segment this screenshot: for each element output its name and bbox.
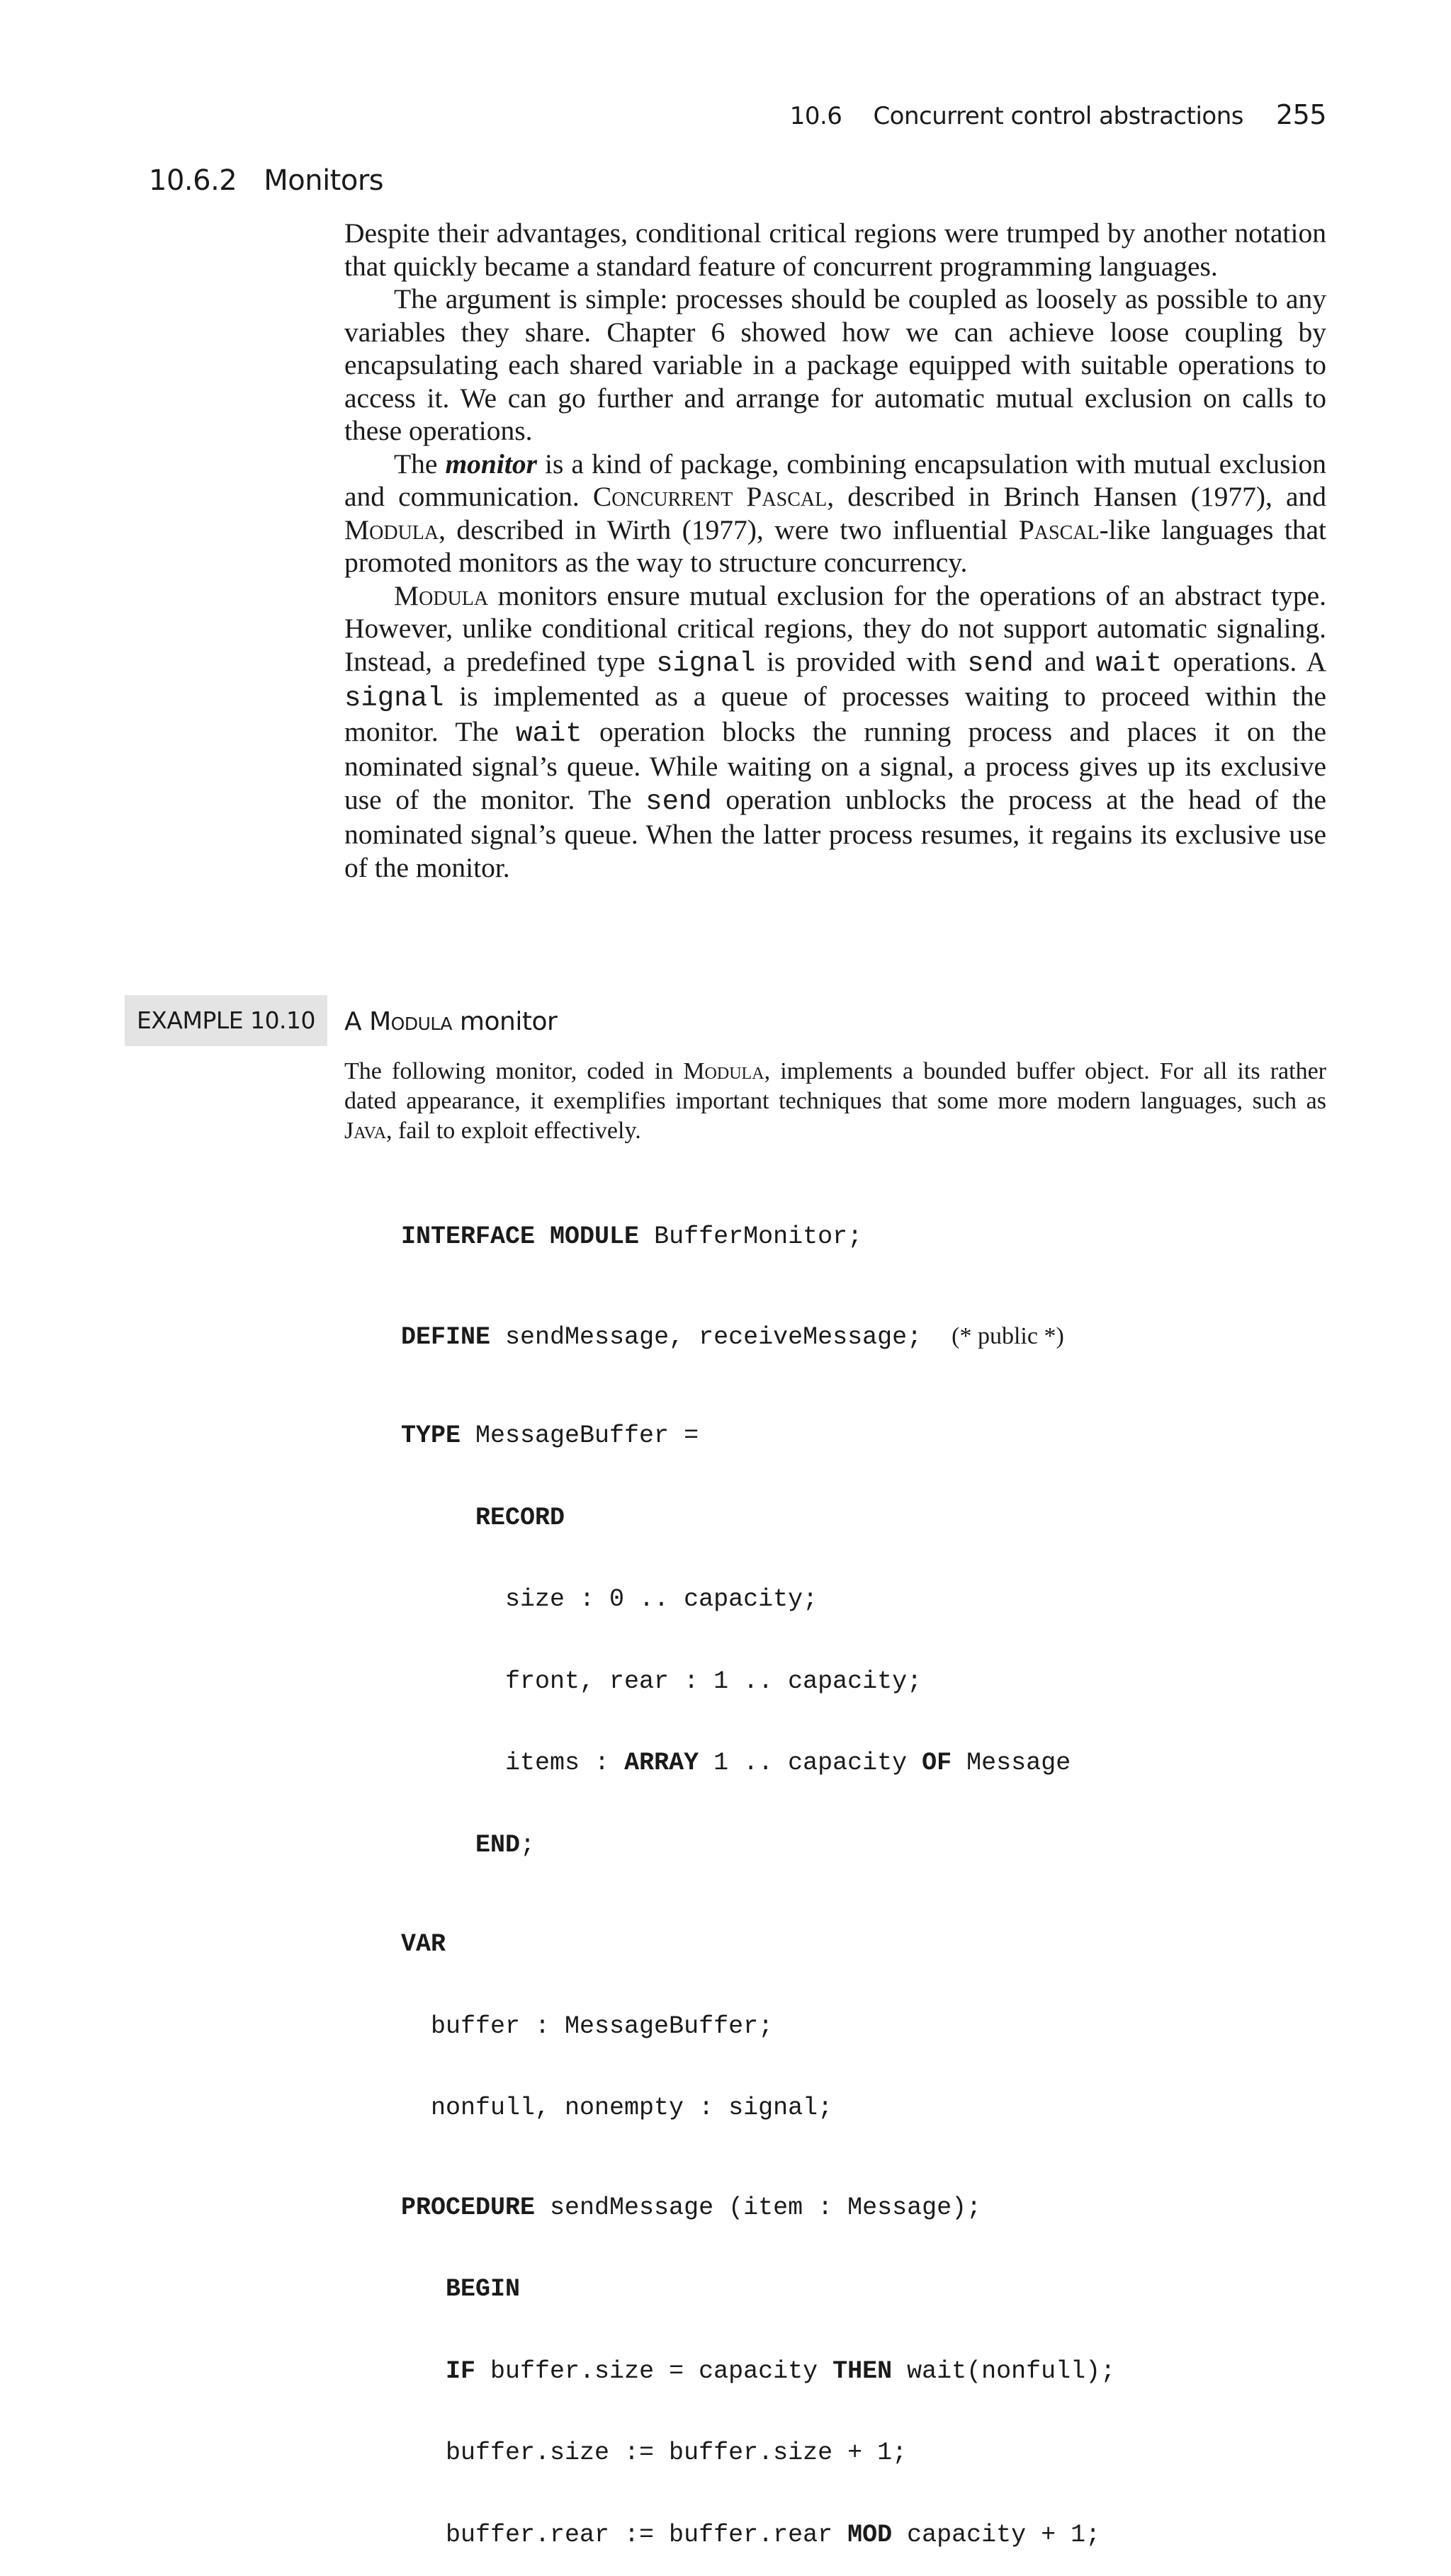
code-listing — [401, 1169, 1115, 2576]
paragraph-3: The monitor is a kind of package, combining encapsulation with mutual exclusion and communication. Concurrent Pascal, described in Brinch Hansen (1977), and Modula, described in Wirth (1977), were two influential Pascal-like languages that promoted monitors as the way to structure concurrency. — [344, 448, 1326, 578]
code-line: BEGIN — [446, 2275, 521, 2303]
body-text — [344, 217, 1326, 884]
language-name: Concurrent Pascal — [592, 481, 828, 512]
example-label: EXAMPLE 10.10 — [125, 995, 327, 1046]
running-head-section-number: 10.6 — [789, 102, 842, 130]
code-line: size : 0 .. capacity; — [401, 1585, 818, 1613]
language-name: Modula — [683, 1058, 764, 1084]
code-line: VAR — [401, 1930, 446, 1958]
code-line: PROCEDURE sendMessage (item : Message); — [401, 2193, 982, 2222]
inline-code: wait — [516, 717, 582, 749]
code-comment: (* public *) — [952, 1322, 1064, 1349]
inline-code: signal — [656, 647, 756, 679]
example-description: The following monitor, coded in Modula, implements a bounded buffer object. For all its rather dated appearance, it exemplifies important techniques that some more modern languages, such as Java, fail to exploit effectively. — [344, 1058, 1326, 1144]
code-line: DEFINE sendMessage, receiveMessage; (* public *) — [401, 1322, 1064, 1351]
code-line: front, rear : 1 .. capacity; — [401, 1667, 922, 1696]
paragraph-1: Despite their advantages, conditional critical regions were trumped by another notation that quickly became a standard feature of concurrent programming languages. — [344, 217, 1326, 282]
section-number: 10.6.2 — [149, 164, 237, 197]
inline-code: send — [967, 647, 1034, 679]
language-name: Modula — [344, 514, 439, 545]
code-line: nonfull, nonempty : signal; — [401, 2094, 833, 2122]
code-line: RECORD — [475, 1503, 565, 1532]
page-number: 255 — [1275, 99, 1326, 130]
paragraph-2: The argument is simple: processes should be coupled as loosely as possible to any variables they share. Chapter 6 showed how we can achieve loose coupling by encapsulating each shared variable in a package equipped with suitable operations to access it. We can go further and arrange for automatic mutual exclusion on calls to these operations. — [344, 283, 1326, 446]
language-name: Modula — [369, 1007, 452, 1036]
code-line: buffer.size := buffer.size + 1; — [401, 2439, 908, 2467]
running-head-section-title: Concurrent control abstractions — [873, 102, 1243, 130]
code-line: buffer.rear := buffer.rear MOD capacity + 1; — [401, 2520, 1101, 2549]
code-line: INTERFACE MODULE BufferMonitor; — [401, 1222, 863, 1251]
code-line: END; — [475, 1830, 536, 1859]
running-head — [790, 99, 1326, 130]
code-line: IF buffer.size = capacity THEN wait(nonfull); — [446, 2356, 1116, 2385]
section-heading — [149, 164, 383, 197]
paragraph-4: Modula monitors ensure mutual exclusion for the operations of an abstract type. However, unlike conditional critical regions, they do not support automatic signaling. Instead, a predefined type signal is provided with send and wait operations. A signal is implemented as a queue of processes waiting to proceed within the monitor. The wait operation blocks the running process and places it on the nominated signal’s queue. While waiting on a signal, a process gives up its exclusive use of the monitor. The send operation unblocks the process at the head of the nominated signal’s queue. When the latter process resumes, it regains its exclusive use of the monitor. — [344, 579, 1326, 883]
code-line: buffer : MessageBuffer; — [401, 2012, 774, 2041]
term-monitor: monitor — [445, 448, 537, 480]
code-line: items : ARRAY 1 .. capacity OF Message — [401, 1749, 1071, 1777]
language-name: Modula — [394, 579, 489, 611]
language-name: Pascal — [1018, 514, 1100, 545]
inline-code: send — [645, 785, 712, 817]
code-line: TYPE MessageBuffer = — [401, 1422, 699, 1450]
inline-code: wait — [1095, 647, 1163, 679]
inline-code: signal — [344, 683, 444, 714]
example-title: A Modula monitor — [344, 1007, 558, 1036]
language-name: Java — [344, 1118, 387, 1144]
section-title: Monitors — [264, 164, 384, 197]
